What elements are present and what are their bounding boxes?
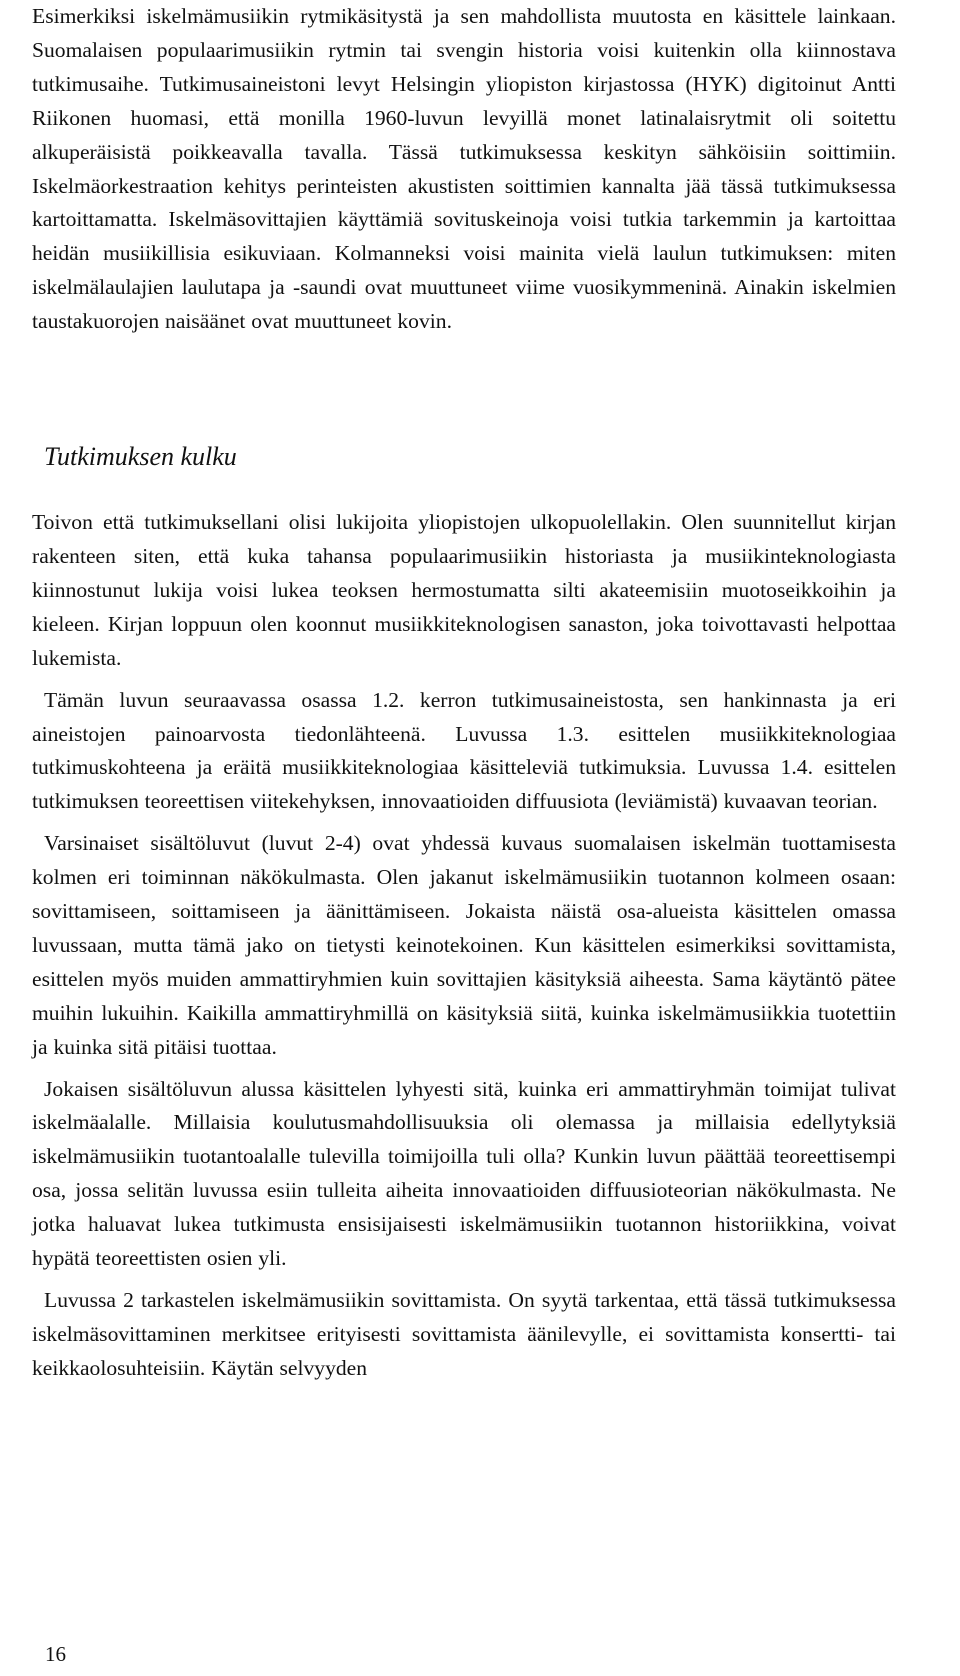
body-paragraph: Tämän luvun seuraavassa osassa 1.2. kerron tutkimusaineistosta, sen hankinnasta ja eri aineistojen painoarvosta tiedonlähteenä. Luvussa 1.3. esittelen musiikkiteknologiaa tutkimuskohteena ja eräitä musiikkiteknologiaa käsitteleviä tutkimuksia. Luvussa 1.4. esittelen tutkimuksen teoreettisen viitekehyksen, innovaatioiden diffuusiota (leviämistä) kuvaavan teorian. xyxy=(32,687,896,814)
document-page xyxy=(32,0,896,1386)
section-heading: Tutkimuksen kulku xyxy=(44,442,237,472)
intro-paragraph: Esimerkiksi iskelmämusiikin rytmikäsitystä ja sen mahdollista muutosta en käsittele lainkaan. Suomalaisen populaarimusiikin rytmin tai svengin historia voisi kuitenkin olla kiinnostava tutkimusaihe. Tutkimusaineistoni levyt Helsingin yliopiston kirjastossa (HYK) digitoinut Antti Riikonen huomasi, että monilla 1960-luvun levyillä monet latinalaisrytmit oli soitettu alkuperäisistä poikkeavalla tavalla. Tässä tutkimuksessa keskityn sähköisiin soittimiin. Iskelmäorkestraation kehitys perinteisten akustisten soittimien kannalta jää tässä tutkimuksessa kartoittamatta. Iskelmäsovittajien käyttämiä sovituskeinoja voisi tutkia tarkemmin ja kartoittaa heidän musiikillisia esikuviaan. Kolmanneksi voisi mainita vielä laulun tutkimuksen: miten iskelmälaulajien laulutapa ja -saundi ovat muuttuneet viime vuosikymmeninä. Ainakin iskelmien taustakuorojen naisäänet ovat muuttuneet kovin. xyxy=(32,4,896,334)
page-number: 16 xyxy=(45,1642,66,1666)
body-paragraph: Luvussa 2 tarkastelen iskelmämusiikin sovittamista. On syytä tarkentaa, että tässä tutkimuksessa iskelmäsovittaminen merkitsee erityisesti sovittamista äänilevylle, ei sovittamista konsertti- tai keikkaolosuhteisiin. Käytän selvyyden xyxy=(32,1288,896,1380)
body-paragraph: Jokaisen sisältöluvun alussa käsittelen lyhyesti sitä, kuinka eri ammattiryhmän toimijat tulivat iskelmäalalle. Millaisia koulutusmahdollisuuksia oli olemassa ja millaisia edellytyksiä iskelmämusiikin tuotantoalalle tulevilla toimijoilla tuli olla? Kunkin luvun päättää teoreettisempi osa, jossa selitän luvussa esiin tulleita aiheita innovaatioiden diffuusioteorian näkökulmasta. Ne jotka haluavat lukea tutkimusta ensisijaisesti iskelmämusiikin tuotannon historiikkina, voivat hypätä teoreettisten osien yli. xyxy=(32,1076,896,1271)
body-paragraph: Toivon että tutkimuksellani olisi lukijoita yliopistojen ulkopuolellakin. Olen suunnitellut kirjan rakenteen siten, että kuka tahansa populaarimusiikin historiasta ja musiikinteknologiasta kiinnostunut lukija voisi lukea teoksen hermostumatta silti akateemisiin muotoseikkoihin ja kieleen. Kirjan loppuun olen koonnut musiikkiteknologisen sanaston, joka toivottavasti helpottaa lukemista. xyxy=(32,510,896,670)
heading-spacer xyxy=(32,474,896,506)
body-paragraph: Varsinaiset sisältöluvut (luvut 2-4) ovat yhdessä kuvaus suomalaisen iskelmän tuottamisesta kolmen eri toiminnan näkökulmasta. Olen jakanut iskelmämusiikin tuotannon kolmeen osaan: sovittamiseen, soittamiseen ja äänittämiseen. Jokaista näistä osa-alueista käsittelen omassa luvussaan, mutta tämä jako on tietysti keinotekoinen. Kun käsittelen esimerkiksi sovittamista, esittelen myös muiden ammattiryhmien kuin sovittajien käsityksiä aiheesta. Sama käytäntö pätee muihin lukuihin. Kaikilla ammattiryhmillä on käsityksiä siitä, kuinka iskelmämusiikkia tuotettiin ja kuinka sitä pitäisi tuottaa. xyxy=(32,831,896,1059)
